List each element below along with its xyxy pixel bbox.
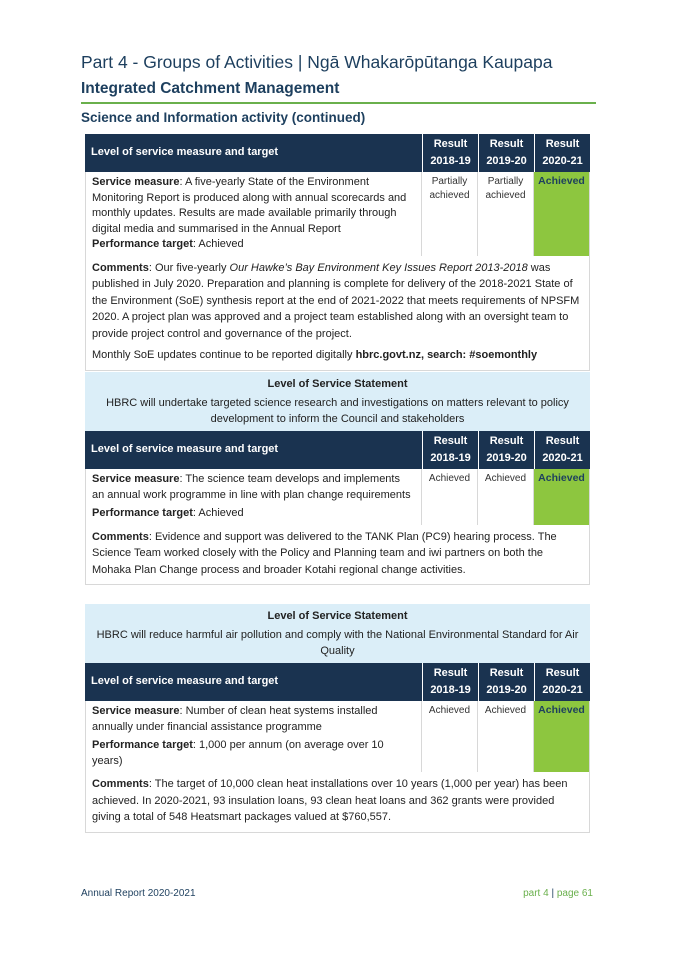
performance-target-text: : 1,000 per annum (on average over 10 years) bbox=[92, 739, 384, 767]
service-statement-air-quality bbox=[85, 604, 590, 663]
header-measure: Level of service measure and target bbox=[91, 443, 279, 456]
measure-table-clean-heat bbox=[85, 663, 590, 833]
comments-cell: Comments: The target of 10,000 clean heat installations over 10 years (1,000 per year) has been achieved. In 2020-2021, 93 insulation loans, 93 clean heat loans and 362 grants were provided giving a total of 548 Heatsmart packages valued at $760,557. bbox=[85, 772, 590, 833]
header-result-2018-19: Result 2018-19 bbox=[422, 431, 478, 469]
result-2020-21: Achieved bbox=[533, 172, 589, 256]
table-header bbox=[85, 431, 590, 469]
result-2019-20: Partially achieved bbox=[477, 172, 533, 256]
result-2019-20: Achieved bbox=[477, 469, 533, 525]
result-2020-21: Achieved bbox=[533, 469, 589, 525]
footer-report-title: Annual Report 2020-2021 bbox=[81, 888, 196, 899]
footer-page: page 61 bbox=[556, 888, 593, 899]
service-statement-science bbox=[85, 372, 590, 431]
statement-title: Level of Service Statement bbox=[267, 378, 408, 390]
result-2020-21: Achieved bbox=[533, 701, 589, 772]
measure-cell: Service measure: A five-yearly State of the Environment Monitoring Report is produced along with annual scorecards and monthly updates. Results are made available primarily through digital media and summarised in the Annual Report Performance target: Achieved bbox=[92, 176, 407, 250]
table-row bbox=[85, 701, 590, 772]
statement-title: Level of Service Statement bbox=[267, 610, 408, 622]
section-title: Integrated Catchment Management bbox=[81, 80, 340, 97]
subsection-title: Science and Information activity (continued) bbox=[81, 110, 366, 125]
report-title: Our Hawke’s Bay Environment Key Issues Report 2013-2018 bbox=[229, 261, 528, 274]
result-2019-20: Achieved bbox=[477, 701, 533, 772]
soe-link-text: hbrc.govt.nz, search: #soemonthly bbox=[355, 349, 538, 361]
header-result-2019-20: Result 2019-20 bbox=[478, 663, 534, 701]
footer-divider: | bbox=[551, 888, 555, 899]
footer-page-number bbox=[523, 888, 593, 899]
comments-cell: Comments: Evidence and support was delivered to the TANK Plan (PC9) hearing process. The Science Team worked closely with the Policy and Planning team and iwi partners on both the Mohaka Plan Change process and broader Kotahi regional change activities. bbox=[85, 525, 590, 586]
statement-text: HBRC will reduce harmful air pollution and comply with the National Environmental Standard for Air Quality bbox=[96, 629, 579, 657]
result-2018-19: Partially achieved bbox=[421, 172, 477, 256]
header-result-2019-20: Result 2019-20 bbox=[478, 431, 534, 469]
header-measure: Level of service measure and target bbox=[91, 675, 279, 688]
measure-cell: Service measure: Number of clean heat systems installed annually under financial assistance programme Performance target: 1,000 per annum (on average over 10 years) bbox=[92, 705, 384, 767]
performance-target-text: : Achieved bbox=[192, 238, 244, 250]
header-measure: Level of service measure and target bbox=[91, 146, 279, 159]
header-result-2018-19: Result 2018-19 bbox=[422, 663, 478, 701]
statement-text: HBRC will undertake targeted science research and investigations on matters relevant to policy development to inform the Council and stakeholders bbox=[106, 397, 569, 425]
service-measure-text: : A five-yearly State of the Environment Monitoring Report is produced along with annual scorecards and monthly updates. Results are made available primarily through digital media and summarised in the Annual Report bbox=[92, 176, 407, 235]
service-measure-text: : The science team develops and implements an annual work programme in line with plan change requirements bbox=[92, 473, 411, 501]
table-row bbox=[85, 172, 590, 256]
table-header bbox=[85, 663, 590, 701]
result-2018-19: Achieved bbox=[421, 701, 477, 772]
header-result-2020-21: Result 2020-21 bbox=[534, 134, 590, 172]
service-measure-text: : Number of clean heat systems installed annually under financial assistance programme bbox=[92, 705, 378, 733]
result-2018-19: Achieved bbox=[421, 469, 477, 525]
title-divider bbox=[81, 102, 596, 104]
header-result-2020-21: Result 2020-21 bbox=[534, 663, 590, 701]
header-result-2020-21: Result 2020-21 bbox=[534, 431, 590, 469]
measure-cell: Service measure: The science team develops and implements an annual work programme in line with plan change requirements Performance target: Achieved bbox=[92, 473, 411, 519]
measure-table-work-programme bbox=[85, 431, 590, 585]
performance-target-text: : Achieved bbox=[192, 507, 244, 519]
footer-part: part 4 bbox=[523, 888, 549, 899]
header-result-2018-19: Result 2018-19 bbox=[422, 134, 478, 172]
page-title: Part 4 - Groups of Activities | Ngā Whakarōpūtanga Kaupapa bbox=[81, 52, 553, 72]
header-result-2019-20: Result 2019-20 bbox=[478, 134, 534, 172]
table-header bbox=[85, 134, 590, 172]
comments-cell: Comments: Our five-yearly Our Hawke’s Bay Environment Key Issues Report 2013-2018 was published in July 2020. Preparation and planning is complete for delivery of the 2018-2021 State of the Environment (SoE) synthesis report at the end of 2021-2022 that meets requirements of NPSFM 2020. A project plan was approved and a project team established along with an oversight team to provide project control and governance of the project. Monthly SoE updates continue to be reported digitally hbrc.govt.nz, search: #soemonthly bbox=[85, 256, 590, 371]
measure-table-soe-report bbox=[85, 134, 590, 371]
table-row bbox=[85, 469, 590, 525]
